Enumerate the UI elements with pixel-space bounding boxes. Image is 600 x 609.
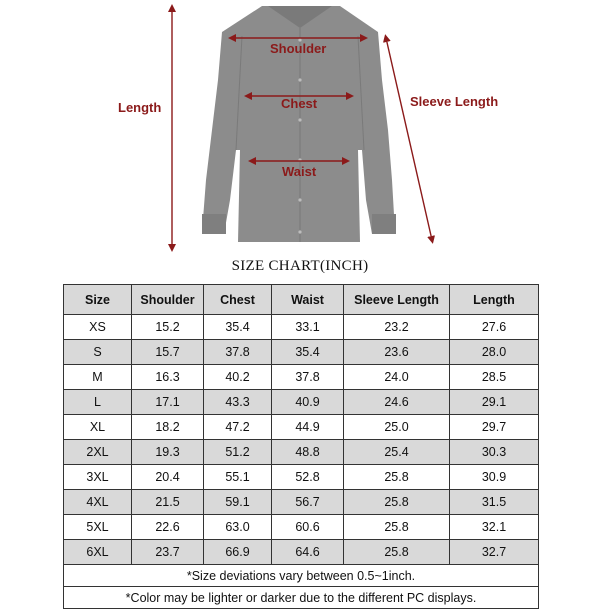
cell-length: 32.7 (450, 540, 539, 565)
table-body (64, 315, 539, 565)
cell-waist: 60.6 (272, 515, 344, 540)
cell-waist: 35.4 (272, 340, 344, 365)
cell-length: 30.9 (450, 465, 539, 490)
cell-sleeve-length: 25.8 (344, 490, 450, 515)
cell-sleeve-length: 25.0 (344, 415, 450, 440)
col-header-length: Length (450, 285, 539, 315)
table-row (64, 465, 539, 490)
cell-chest: 51.2 (204, 440, 272, 465)
col-header-sleeve-length: Sleeve Length (344, 285, 450, 315)
cell-size: 3XL (64, 465, 132, 490)
cell-shoulder: 19.3 (132, 440, 204, 465)
cell-sleeve-length: 23.2 (344, 315, 450, 340)
cell-size: L (64, 390, 132, 415)
note-row (64, 565, 539, 587)
cell-size: 5XL (64, 515, 132, 540)
table-header-row (64, 285, 539, 315)
cell-length: 32.1 (450, 515, 539, 540)
table-row (64, 315, 539, 340)
size-deviation-note: *Size deviations vary between 0.5~1inch. (64, 565, 539, 587)
cell-length: 30.3 (450, 440, 539, 465)
cell-size: M (64, 365, 132, 390)
cell-size: 2XL (64, 440, 132, 465)
table-row (64, 340, 539, 365)
cell-waist: 44.9 (272, 415, 344, 440)
table-row (64, 415, 539, 440)
cell-chest: 66.9 (204, 540, 272, 565)
cell-waist: 52.8 (272, 465, 344, 490)
cell-shoulder: 15.7 (132, 340, 204, 365)
cell-chest: 40.2 (204, 365, 272, 390)
cell-chest: 63.0 (204, 515, 272, 540)
cell-shoulder: 16.3 (132, 365, 204, 390)
cell-length: 28.5 (450, 365, 539, 390)
cell-sleeve-length: 25.8 (344, 515, 450, 540)
table-row (64, 490, 539, 515)
cell-sleeve-length: 25.4 (344, 440, 450, 465)
col-header-shoulder: Shoulder (132, 285, 204, 315)
cell-sleeve-length: 25.8 (344, 465, 450, 490)
cell-sleeve-length: 24.6 (344, 390, 450, 415)
cell-shoulder: 20.4 (132, 465, 204, 490)
cell-shoulder: 17.1 (132, 390, 204, 415)
cell-length: 31.5 (450, 490, 539, 515)
cell-sleeve-length: 24.0 (344, 365, 450, 390)
cell-shoulder: 15.2 (132, 315, 204, 340)
cell-shoulder: 21.5 (132, 490, 204, 515)
col-header-chest: Chest (204, 285, 272, 315)
shirt-illustration (0, 0, 600, 258)
cell-size: 4XL (64, 490, 132, 515)
cell-waist: 33.1 (272, 315, 344, 340)
cell-sleeve-length: 23.6 (344, 340, 450, 365)
cell-chest: 59.1 (204, 490, 272, 515)
cell-length: 29.1 (450, 390, 539, 415)
cell-chest: 35.4 (204, 315, 272, 340)
cell-chest: 55.1 (204, 465, 272, 490)
cell-shoulder: 18.2 (132, 415, 204, 440)
cell-waist: 37.8 (272, 365, 344, 390)
cell-size: XS (64, 315, 132, 340)
table-row (64, 540, 539, 565)
col-header-waist: Waist (272, 285, 344, 315)
cell-waist: 48.8 (272, 440, 344, 465)
table-row (64, 515, 539, 540)
cell-size: S (64, 340, 132, 365)
cell-sleeve-length: 25.8 (344, 540, 450, 565)
size-chart-table (63, 284, 539, 609)
cell-shoulder: 22.6 (132, 515, 204, 540)
length-label: Length (118, 100, 162, 115)
color-disclaimer-note: *Color may be lighter or darker due to the different PC displays. (64, 587, 539, 609)
table-row (64, 390, 539, 415)
cell-chest: 43.3 (204, 390, 272, 415)
cell-waist: 56.7 (272, 490, 344, 515)
table-row (64, 365, 539, 390)
cell-size: XL (64, 415, 132, 440)
size-chart-title: SIZE CHART(INCH) (231, 258, 369, 274)
measurement-diagram (0, 0, 600, 258)
cell-waist: 40.9 (272, 390, 344, 415)
table-row (64, 440, 539, 465)
shoulder-label: Shoulder (270, 41, 327, 56)
sleeve-length-label: Sleeve Length (410, 94, 499, 109)
chest-label: Chest (281, 96, 318, 111)
cell-chest: 37.8 (204, 340, 272, 365)
note-row (64, 587, 539, 609)
waist-label: Waist (282, 164, 317, 179)
cell-size: 6XL (64, 540, 132, 565)
cell-chest: 47.2 (204, 415, 272, 440)
cell-length: 28.0 (450, 340, 539, 365)
cell-waist: 64.6 (272, 540, 344, 565)
col-header-size: Size (64, 285, 132, 315)
cell-length: 29.7 (450, 415, 539, 440)
cell-length: 27.6 (450, 315, 539, 340)
cell-shoulder: 23.7 (132, 540, 204, 565)
